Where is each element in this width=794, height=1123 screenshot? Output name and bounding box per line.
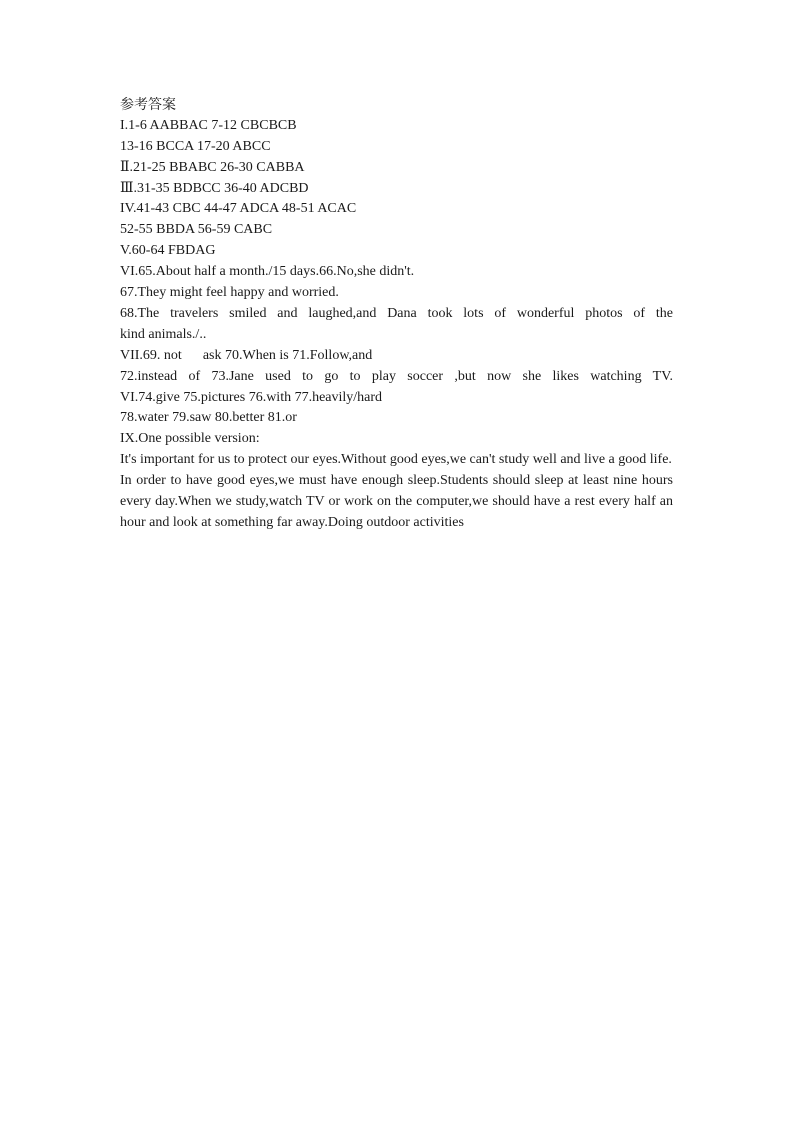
answer-line-68: 68.The travelers smiled and laughed,and Dana took lots of wonderful photos of the [120, 305, 673, 321]
answer-key-document [120, 95, 673, 534]
essay-paragraph-2: In order to have good eyes,we must have enough sleep.Students should sleep at least nine hours every day.When we study,watch TV or work on the computer,we should have a rest every half an hour and look at something far away.Doing outdoor activities [120, 473, 673, 530]
answer-line-section-1-cont: 13-16 BCCA 17-20 ABCC [120, 138, 271, 154]
answer-line-section-2: Ⅱ.21-25 BBABC 26-30 CABBA [120, 159, 305, 175]
answer-line-section-6: VI.65.About half a month./15 days.66.No,she didn't. [120, 264, 415, 280]
answer-line-section-4: IV.41-43 CBC 44-47 ADCA 48-51 ACAC [120, 201, 357, 217]
answer-line-67: 67.They might feel happy and worried. [120, 285, 339, 301]
answer-line-section-3: Ⅲ.31-35 BDBCC 36-40 ADCBD [120, 180, 309, 196]
answer-line-section-4-cont: 52-55 BBDA 56-59 CABC [120, 222, 273, 238]
answer-line-72: 72.instead of 73.Jane used to go to play soccer ,but now she likes watching TV. [120, 368, 673, 384]
answer-line-section-5: V.60-64 FBDAG [120, 243, 216, 259]
answer-line-section-1: I.1-6 AABBAC 7-12 CBCBCB [120, 117, 297, 133]
answer-line-section-7: VII.69. not ask 70.When is 71.Follow,and [120, 347, 373, 363]
answer-line-74: VI.74.give 75.pictures 76.with 77.heavily/hard [120, 389, 383, 405]
writing-section-heading: IX.One possible version: [120, 431, 260, 447]
answer-line-68-cont: kind animals./.. [120, 326, 207, 342]
answer-line-78: 78.water 79.saw 80.better 81.or [120, 410, 297, 426]
essay-paragraph-1: It's important for us to protect our eyes.Without good eyes,we can't study well and live a good life. [120, 452, 672, 468]
answer-key-heading: 参考答案 [120, 97, 176, 113]
